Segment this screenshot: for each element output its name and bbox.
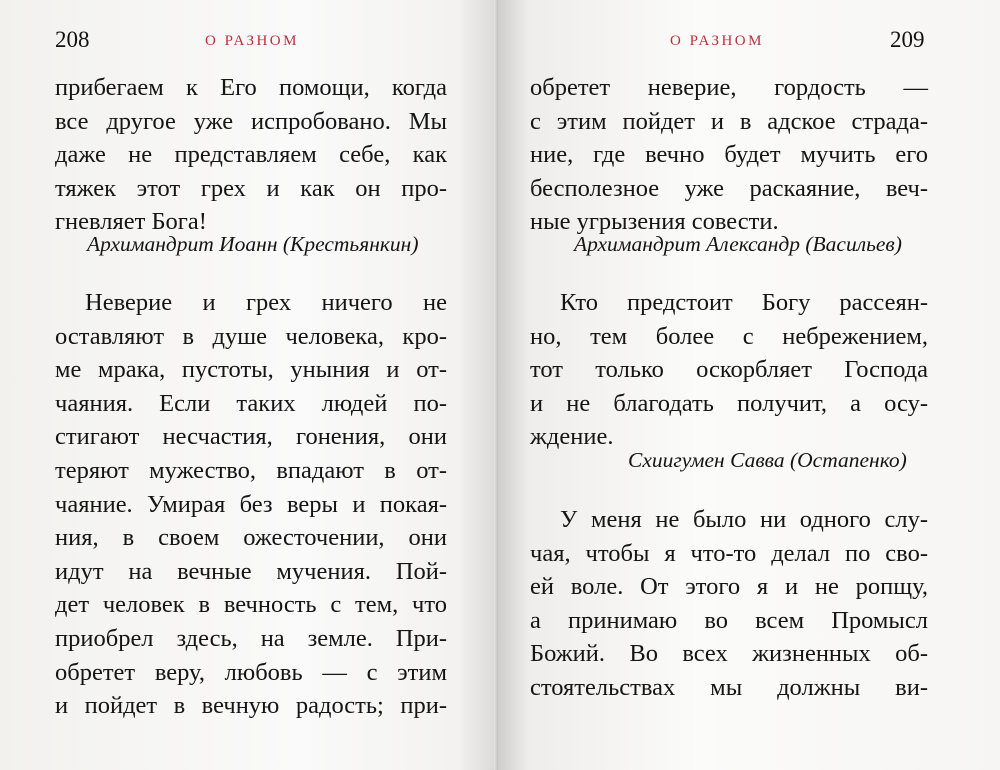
text-line: бесполезное уже раскаяние, веч- [530,174,928,202]
text-line: ние, где вечно будет мучить его [530,141,928,169]
text-line: ме мрака, пустоты, уныния и от- [55,356,447,384]
text-line: Кто предстоит Богу рассеян- [560,289,928,316]
text-line: все другое уже испробовано. Мы [55,107,447,135]
text-line: У меня не было ни одного слу- [560,506,928,533]
right-page [498,0,1000,770]
text-line: чая, чтобы я что-то делал по сво- [530,539,928,567]
text-line: приобрел здесь, на земле. При- [55,624,447,652]
text-line: ждение. [530,423,614,451]
text-line: чаяния. Если таких людей по- [55,389,447,417]
text-line: тот только оскорбляет Господа [530,356,928,384]
text-line: стоятельствах мы должны ви- [530,673,928,701]
text-line: а принимаю во всем Промысл [530,606,928,634]
text-line: ные угрызения совести. [530,208,779,236]
text-line: стигают несчастия, гонения, они [55,423,447,451]
text-line: идут на вечные мучения. Пой- [55,557,447,585]
text-line: ей воле. От этого я и не ропщу, [530,573,928,601]
text-line: теряют мужество, впадают в от- [55,456,447,484]
text-line: обретет веру, любовь — с этим [55,658,447,686]
quote-attribution: Архимандрит Иоанн (Крестьянкин) [87,232,419,256]
running-head: О РАЗНОМ [670,33,764,49]
quote-attribution: Архимандрит Александр (Васильев) [574,232,902,256]
text-line: и не благодать получит, а осу- [530,389,928,417]
text-line: обретет неверие, гордость — [530,74,928,101]
text-line: Божий. Во всех жизненных об- [530,640,928,668]
quote-attribution: Схиигумен Савва (Остапенко) [628,448,907,472]
text-line: дет человек в вечность с тем, что [55,591,447,619]
quote-paragraph [530,503,928,705]
quote-paragraph [530,286,928,454]
text-line: ния, в своем ожесточении, они [55,524,447,552]
text-line: с этим пойдет и в адское страда- [530,107,928,135]
text-line: оставляют в душе человека, кро- [55,322,447,350]
text-line: прибегаем к Его помощи, когда [55,74,447,101]
text-line: тяжек этот грех и как он про- [55,174,447,202]
page-number: 209 [890,27,925,52]
running-head: О РАЗНОМ [205,33,299,49]
text-line: Неверие и грех ничего не [85,289,447,316]
text-line: чаяние. Умирая без веры и покая- [55,490,447,518]
text-line: даже не представляем себе, как [55,141,447,169]
paragraph-continuation [530,71,928,239]
quote-paragraph [55,286,447,723]
page-number: 208 [55,27,90,52]
left-page [0,0,498,770]
text-line: и пойдет в вечную радость; при- [55,692,447,720]
text-line: гневляет Бога! [55,208,207,236]
text-line: но, тем более с небрежением, [530,322,928,350]
paragraph-continuation [55,71,447,239]
